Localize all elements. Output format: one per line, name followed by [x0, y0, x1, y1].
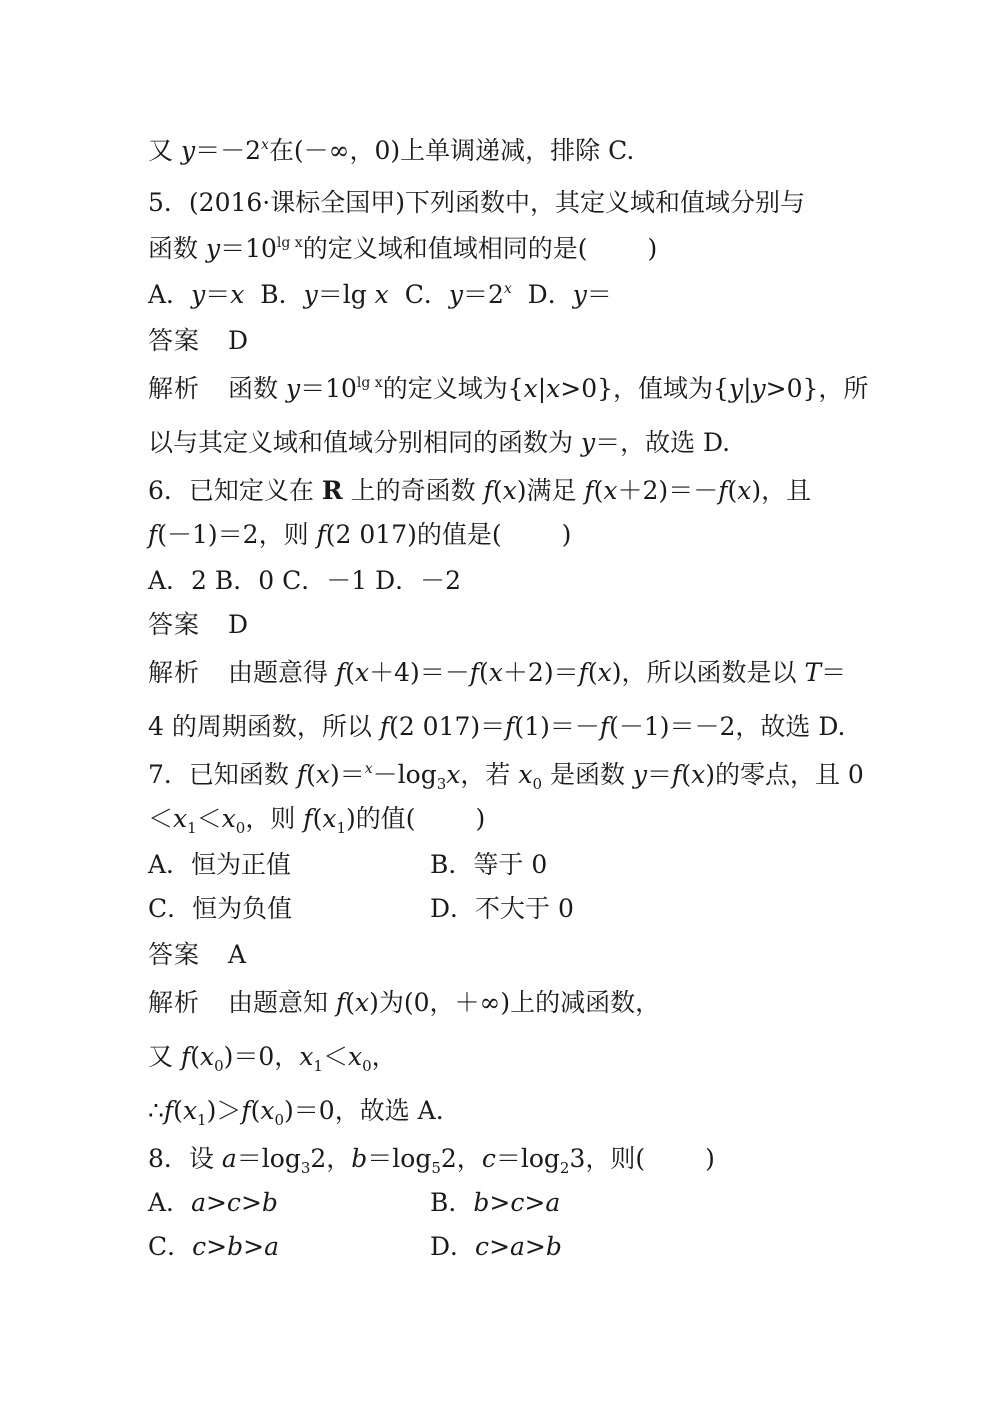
question-7-options-ab: A．恒为正值 B．等于 0	[148, 850, 548, 879]
question-8-options-ab: A．a>c>b B．b>c>a	[148, 1188, 561, 1217]
text-line: 又 $y=-2^x$在(－∞，0)上单调递减，排除 C.	[148, 136, 635, 165]
question-7-line-2: $<x_1<x_0$，则 $f(x_1)$的值( )	[148, 804, 486, 837]
answer-5: 答案 D	[148, 326, 249, 355]
analysis-6-line-1: 解析 由题意得 f(x＋4)＝－f(x＋2)＝f(x)，所以函数是以 T＝	[148, 658, 847, 687]
question-5-options: A．y＝x B．y＝lg x C．$y=2^x$ D．y＝	[148, 280, 612, 309]
question-7-line-1: 7．已知函数 $f(x)=^x-\log_3x$，若 $x_0$ 是函数 y＝f(x)的零点，且 0	[148, 760, 864, 793]
analysis-6-line-2: 4 的周期函数，所以 f(2 017)＝f(1)＝－f(－1)＝－2，故选 D.	[148, 712, 846, 741]
analysis-5-line-1: 解析 函数 $y=10^{lg x}$的定义域为{x|x>0}，值域为{y|y>0}，所	[148, 374, 869, 403]
analysis-7-line-2: 又 $f(x_0)=0$，$x_1<x_0$，	[148, 1042, 397, 1075]
answer-6: 答案 D	[148, 610, 249, 639]
question-5-line-2: 函数 $y=10^{lg x}$的定义域和值域相同的是( )	[148, 234, 658, 263]
question-8-options-cd: C．c>b>a D．c>a>b	[148, 1232, 562, 1261]
question-8-line-1: 8．设 $a=\log_32$，$b=\log_52$，$c=\log_23$，则( )	[148, 1144, 715, 1177]
question-5-line-1: 5．(2016·课标全国甲)下列函数中，其定义域和值域分别与	[148, 188, 805, 217]
question-6-line-1: 6．已知定义在 R 上的奇函数 f(x)满足 f(x＋2)＝－f(x)，且	[148, 476, 812, 505]
question-7-options-cd: C．恒为负值 D．不大于 0	[148, 894, 574, 923]
analysis-5-line-2: 以与其定义域和值域分别相同的函数为 y＝，故选 D.	[148, 428, 731, 457]
analysis-7-line-1: 解析 由题意知 f(x)为(0，＋∞)上的减函数，	[148, 988, 661, 1017]
answer-7: 答案 A	[148, 940, 247, 969]
question-6-line-2: f(－1)＝2，则 f(2 017)的值是( )	[148, 520, 572, 549]
question-6-options: A．2 B．0 C．－1 D．－2	[148, 566, 462, 595]
analysis-7-line-3: $\therefore f(x_1)>f(x_0)=0$，故选 A.	[148, 1096, 444, 1129]
